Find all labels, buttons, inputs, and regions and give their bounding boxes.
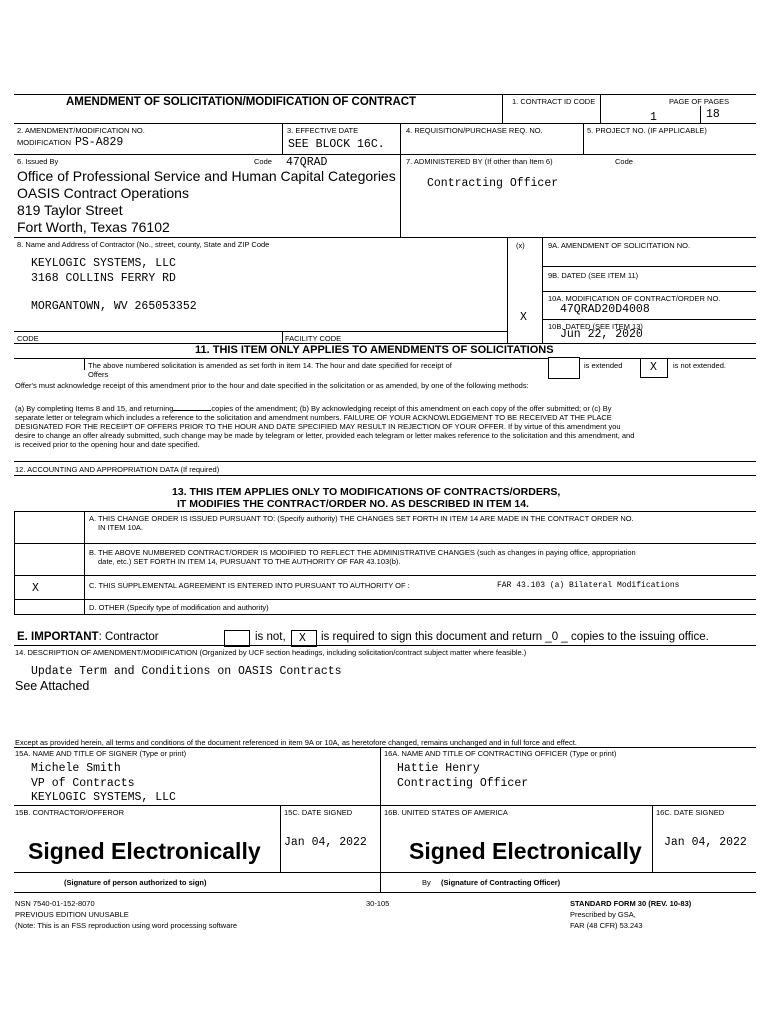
by-label: By	[422, 878, 431, 887]
effective-date-label: 3. EFFECTIVE DATE	[287, 126, 359, 135]
item-10a-x: X	[520, 311, 527, 324]
officer-signature: Signed Electronically	[409, 838, 642, 864]
officer-label: 16A. NAME AND TITLE OF CONTRACTING OFFICER (Type or print)	[384, 749, 617, 758]
signer-title: VP of Contracts	[31, 777, 135, 790]
description-label: 14. DESCRIPTION OF AMENDMENT/MODIFICATION (Organized by UCF section headings, including solicitation/contract subject matter where feasible.)	[15, 648, 527, 657]
item-13c-authority: FAR 43.103 (a) Bilateral Modifications	[497, 581, 680, 590]
contractor-label: 8. Name and Address of Contractor (No., street, county, State and ZIP Code	[17, 240, 270, 249]
important-label: E. IMPORTANT: Contractor	[17, 631, 159, 643]
page-number: 1	[650, 111, 657, 124]
page-of-pages-label: PAGE OF PAGES	[669, 97, 730, 106]
item-9b-label: 9B. DATED (SEE ITEM 11)	[548, 271, 639, 280]
administered-label: 7. ADMINISTERED BY (If other than Item 6)	[406, 157, 553, 166]
officer-date-signed: Jan 04, 2022	[664, 836, 747, 849]
x-column-label: (x)	[516, 241, 525, 250]
date-signed-label-15c: 15C. DATE SIGNED	[284, 808, 353, 817]
acknowledge-paragraph	[15, 404, 755, 449]
officer-name: Hattie Henry	[397, 762, 480, 775]
project-label: 5. PROJECT NO. (IF APPLICABLE)	[587, 126, 707, 135]
far-reference: FAR (48 CFR) 53.243	[570, 921, 643, 930]
required-text: is required to sign this document and return _0 _ copies to the issuing office.	[321, 631, 709, 643]
effective-date: SEE BLOCK 16C.	[288, 138, 385, 151]
except-text: Except as provided herein, all terms and conditions of the document referenced in item 9A or 10A, as heretofore changed, remains unchanged and in full force and effect.	[15, 738, 577, 747]
offers-label: Offers	[88, 370, 109, 379]
issuer-line: OASIS Contract Operations	[17, 185, 189, 201]
para-line: desire to change an offer already submitted, such change may be made by telegram or letter, provided each telegram or letter makes reference to the solicitation and this amendment, and	[15, 431, 635, 440]
total-pages: 18	[706, 108, 720, 121]
extended-checkbox[interactable]	[548, 357, 580, 379]
contractor-offeror-label: 15B. CONTRACTOR/OFFEROR	[15, 808, 125, 817]
contractor-city: MORGANTOWN, WV 265053352	[31, 300, 197, 313]
para-line: DESIGNATED FOR THE RECEIPT OF OFFERS PRIOR TO THE HOUR AND DATE SPECIFIED MAY RESULT IN REJECTION OF YOUR OFFER. If by virtue of this amendment you	[15, 422, 621, 431]
facility-code-label: FACILITY CODE	[285, 334, 342, 343]
administered-code-label: Code	[615, 157, 633, 166]
issuer-line: Office of Professional Service and Human Capital Categories	[17, 168, 396, 184]
para-start: (a) By completing Items 8 and 15, and returning	[15, 404, 174, 413]
item-13a-line: A. THIS CHANGE ORDER IS ISSUED PURSUANT TO: (Specify authority) THE CHANGES SET FORTH IN ITEM 14 ARE MADE IN THE CONTRACT ORDER NO.	[89, 514, 634, 523]
dated-value: Jun 22, 2020	[560, 328, 643, 341]
item-11-title: 11. THIS ITEM ONLY APPLIES TO AMENDMENTS OF SOLICITATIONS	[195, 344, 554, 356]
item-13-subtitle: IT MODIFIES THE CONTRACT/ORDER NO. AS DESCRIBED IN ITEM 14.	[177, 498, 529, 510]
item-10a-label: 10A. MODIFICATION OF CONTRACT/ORDER NO.	[548, 294, 721, 303]
not-extended-label: is not extended.	[673, 361, 726, 370]
not-extended-x: X	[650, 361, 657, 374]
is-not-label: is not,	[255, 631, 286, 643]
prescribed-by: Prescribed by GSA,	[570, 910, 636, 919]
issuer-line: 819 Taylor Street	[17, 202, 123, 218]
code-label: CODE	[17, 334, 39, 343]
contract-order-no: 47QRAD20D4008	[560, 303, 650, 316]
usa-label: 16B. UNITED STATES OF AMERICA	[384, 808, 508, 817]
issued-code: 47QRAD	[286, 156, 328, 169]
sig-person-caption: (Signature of person authorized to sign)	[64, 878, 207, 887]
para-continue: copies of the amendment; (b) By acknowledging receipt of this amendment on each copy of the offer submitted; or (c) By	[211, 404, 612, 413]
accounting-label: 12. ACCOUNTING AND APPROPRIATION DATA (If required)	[15, 465, 220, 474]
form-title: AMENDMENT OF SOLICITATION/MODIFICATION OF CONTRACT	[66, 96, 417, 108]
item-13-title: 13. THIS ITEM APPLIES ONLY TO MODIFICATIONS OF CONTRACTS/ORDERS,	[172, 486, 561, 498]
is-extended-label: is extended	[584, 361, 623, 370]
officer-title: Contracting Officer	[397, 777, 529, 790]
acknowledge-line: Offer's must acknowledge receipt of this amendment prior to the hour and date specified in the solicitation or as amended, by one of the following methods:	[15, 381, 529, 390]
item-13c-line: C. THIS SUPPLEMENTAL AGREEMENT IS ENTERED INTO PURSUANT TO AUTHORITY OF :	[89, 581, 410, 590]
sig-officer-caption: (Signature of Contracting Officer)	[441, 878, 561, 887]
signer-label: 15A. NAME AND TITLE OF SIGNER (Type or print)	[15, 749, 187, 758]
description-text: Update Term and Conditions on OASIS Contracts	[31, 665, 342, 678]
item-9a-label: 9A. AMENDMENT OF SOLICITATION NO.	[548, 241, 691, 250]
see-attached: See Attached	[15, 679, 90, 693]
requisition-label: 4. REQUISITION/PURCHASE REQ. NO.	[406, 126, 543, 135]
issuer-address	[17, 168, 396, 236]
contractor-name: KEYLOGIC SYSTEMS, LLC	[31, 257, 176, 270]
signer-company: KEYLOGIC SYSTEMS, LLC	[31, 791, 176, 804]
issuer-line: Fort Worth, Texas 76102	[17, 219, 170, 235]
nsn: NSN 7540-01-152-8070	[15, 899, 95, 908]
standard-form: STANDARD FORM 30 (REV. 10-83)	[570, 899, 692, 908]
item-10b-label: 10B. DATED (SEE ITEM 13)	[548, 322, 643, 331]
signer-name: Michele Smith	[31, 762, 121, 775]
item-13d-line: D. OTHER (Specify type of modification and authority)	[89, 603, 269, 612]
date-signed-label-16c: 16C. DATE SIGNED	[656, 808, 725, 817]
amendment-label: 2. AMENDMENT/MODIFICATION NO.	[17, 126, 145, 135]
rule	[14, 94, 756, 95]
is-required-x: X	[299, 632, 306, 645]
issued-by-label: 6. Issued By	[17, 157, 59, 166]
para-line: separate letter or telegram which includes a reference to the solicitation and amendment numbers. FAILURE OF YOUR ACKNOWLEDGEMENT TO BE RECEIVED AT THE PLACE	[15, 413, 612, 422]
para-line: is received prior to the opening hour and date specified.	[15, 440, 200, 449]
item-11-line: The above numbered solicitation is amended as set forth in item 14. The hour and date specified for receipt of	[88, 361, 452, 370]
item-13b-line2: date, etc.) SET FORTH IN ITEM 14, PURSUANT TO THE AUTHORITY OF FAR 43.103(b).	[98, 557, 401, 566]
modification-no: PS-A829	[75, 136, 124, 149]
form-code: 30-105	[366, 899, 390, 908]
modification-prefix: MODIFICATION	[17, 138, 72, 147]
item-13c-x: X	[32, 582, 39, 595]
item-13a-line2: IN ITEM 10A.	[98, 523, 144, 532]
contractor-street: 3168 COLLINS FERRY RD	[31, 272, 176, 285]
administered-by: Contracting Officer	[427, 177, 559, 190]
previous-edition: PREVIOUS EDITION UNUSABLE	[15, 910, 129, 919]
item-13b-line: B. THE ABOVE NUMBERED CONTRACT/ORDER IS MODIFIED TO REFLECT THE ADMINISTRATIVE CHANGES (such as changes in paying office, appropriation	[89, 548, 636, 557]
contractor-date-signed: Jan 04, 2022	[284, 836, 367, 849]
issued-code-label: Code	[254, 157, 272, 166]
fss-note: (Note: This is an FSS reproduction using word processing software	[15, 921, 238, 930]
contract-id-label: 1. CONTRACT ID CODE	[512, 97, 596, 106]
contractor-signature: Signed Electronically	[28, 838, 261, 864]
